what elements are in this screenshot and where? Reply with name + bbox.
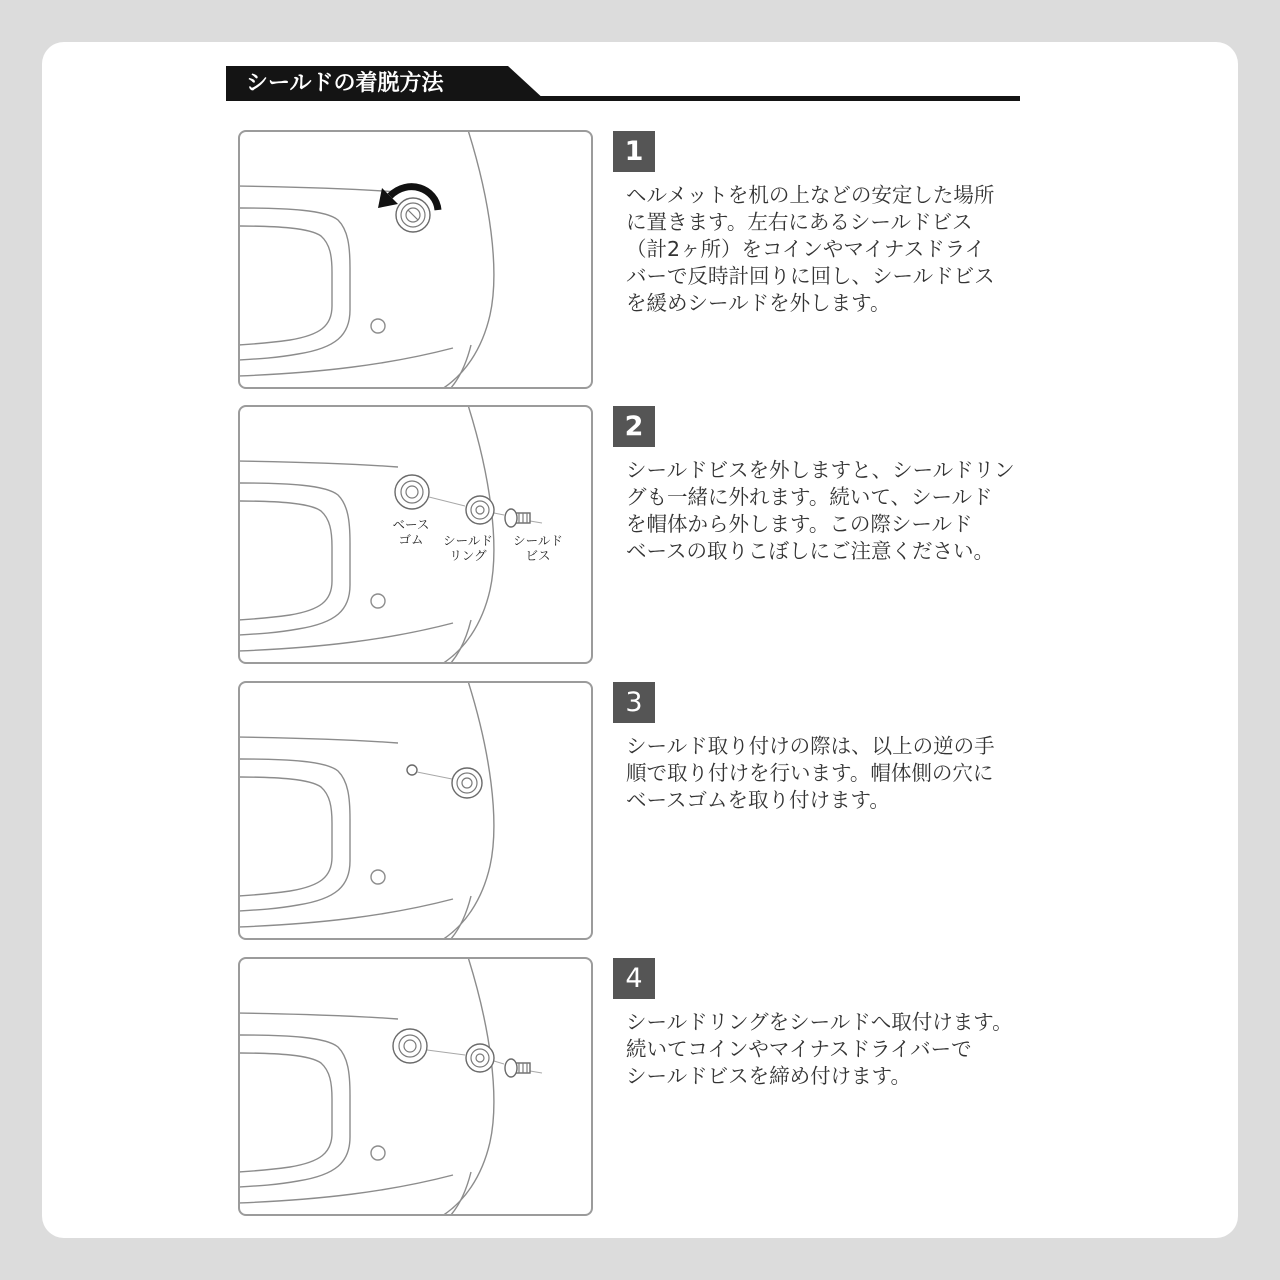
assembly-guide-line <box>429 497 465 506</box>
base-rubber-icon <box>452 768 482 798</box>
description-line: シールドリングをシールドへ取付けます。 <box>626 1010 1013 1034</box>
step-2 <box>0 405 1280 664</box>
description-line: を帽体から外します。この際シールド <box>626 512 973 536</box>
base-rubber-label: ゴム <box>398 532 424 547</box>
description-line: 続いてコインやマイナスドライバーで <box>626 1037 972 1061</box>
description-line: （計2ヶ所）をコインやマイナスドライ <box>626 237 986 261</box>
step-3-diagram <box>238 681 593 940</box>
helmet-outline <box>238 681 494 940</box>
step-1-illustration <box>238 130 593 389</box>
step-2-illustration <box>238 405 593 664</box>
helmet-outline <box>238 957 494 1216</box>
shield-screw-icon <box>505 1059 530 1077</box>
mounting-hole-icon <box>407 765 417 775</box>
description-line: シールドビスを外しますと、シールドリン <box>626 458 1015 482</box>
shield-screw-label: ビス <box>525 548 551 563</box>
base-rubber-icon <box>395 475 429 509</box>
description-line: シールドビスを締め付けます。 <box>626 1064 911 1088</box>
shield-ring-icon <box>466 1044 494 1072</box>
step-number-badge: 3 <box>613 682 655 723</box>
step-1 <box>0 130 1280 389</box>
description-line: を緩めシールドを外します。 <box>626 291 891 315</box>
step-number-badge: 4 <box>613 958 655 999</box>
description-line: ベースの取りこぼしにご注意ください。 <box>626 539 994 563</box>
shield-ring-label: シールド <box>443 533 493 548</box>
step-description <box>626 182 1226 317</box>
helmet-outline <box>238 130 494 389</box>
description-line: 順で取り付けを行います。帽体側の穴に <box>626 761 994 785</box>
base-rubber-label: ベース <box>392 517 430 532</box>
assembly-guide-line <box>530 521 542 523</box>
description-line: シールド取り付けの際は、以上の逆の手 <box>626 734 995 758</box>
description-line: グも一緒に外れます。続いて、シールド <box>626 485 993 509</box>
step-2-diagram <box>238 405 593 664</box>
step-description <box>626 457 1226 565</box>
assembly-guide-line <box>427 1050 465 1055</box>
step-description <box>626 1009 1226 1090</box>
page-title: シールドの着脱方法 <box>246 71 444 96</box>
assembly-guide-line <box>494 513 504 515</box>
assembly-guide-line <box>494 1061 504 1064</box>
shield-ring-icon <box>466 496 494 524</box>
shield-ring-label: リング <box>449 548 487 563</box>
step-4-illustration <box>238 957 593 1216</box>
assembly-guide-line <box>417 772 452 779</box>
base-rubber-icon <box>393 1029 427 1063</box>
description-line: に置きます。左右にあるシールドビス <box>626 210 973 234</box>
step-4 <box>0 957 1280 1216</box>
shield-screw-label: シールド <box>513 533 563 548</box>
step-4-diagram <box>238 957 593 1216</box>
description-line: ベースゴムを取り付けます。 <box>626 788 890 812</box>
step-3 <box>0 681 1280 940</box>
assembly-guide-line <box>530 1071 542 1073</box>
shield-screw-icon <box>396 198 430 232</box>
step-3-illustration <box>238 681 593 940</box>
step-number-badge: 1 <box>613 131 655 172</box>
step-1-diagram <box>238 130 593 389</box>
description-line: ヘルメットを机の上などの安定した場所 <box>626 183 995 207</box>
step-number-badge: 2 <box>613 406 655 447</box>
shield-screw-icon <box>505 509 530 527</box>
step-description <box>626 733 1226 814</box>
description-line: バーで反時計回りに回し、シールドビス <box>626 264 995 288</box>
title-rule <box>226 96 1020 101</box>
